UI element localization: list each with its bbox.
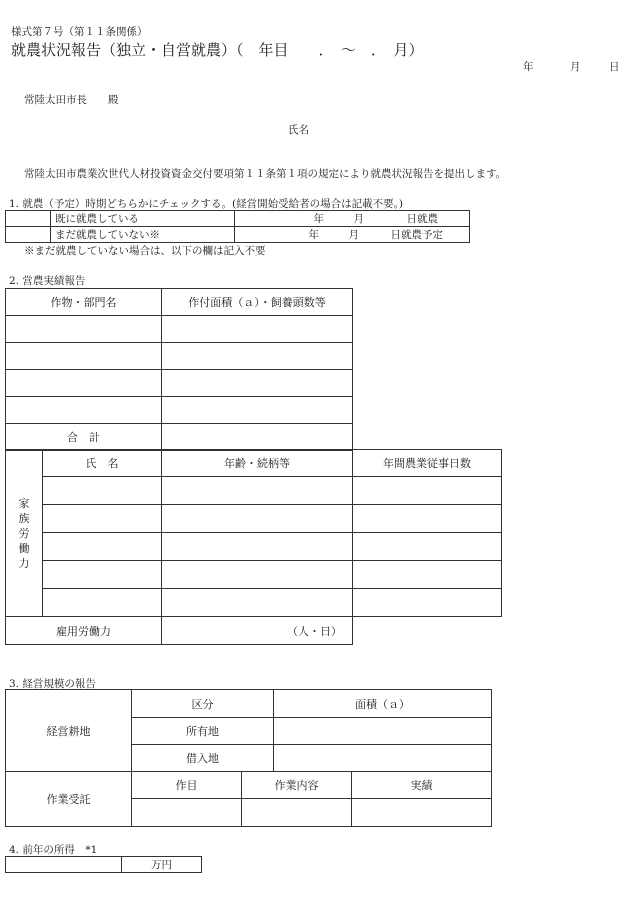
crop-cell[interactable] (6, 370, 162, 397)
name-label: 氏名 (288, 124, 309, 136)
hired-labor-row (6, 617, 353, 645)
section3-heading: 3. 経営規模の報告 (9, 678, 96, 690)
farmland-table (5, 689, 492, 772)
area-cell[interactable] (162, 397, 353, 424)
farming-start-row (6, 211, 470, 227)
total-row (6, 424, 353, 451)
not-yet-farming-date[interactable] (235, 227, 470, 243)
family-header-row (6, 450, 502, 477)
farmland-header-row (6, 690, 492, 718)
farming-start-table (5, 210, 470, 243)
intro-text: 常陸太田市農業次世代人材投資資金交付要項第１１条第１項の規定により就農状況報告を提出します。 (24, 168, 507, 180)
family-labor-label: 家族労働力 (18, 496, 30, 570)
col-item-header: 作目 (132, 772, 242, 799)
days-cell[interactable] (353, 561, 502, 589)
table-row (6, 561, 502, 589)
table-row (6, 533, 502, 561)
not-yet-farming-label: まだ就農していない※ (51, 227, 235, 243)
contract-work-table (5, 771, 492, 827)
income-row (6, 857, 202, 873)
crop-header-row (6, 289, 353, 316)
crop-cell[interactable] (6, 397, 162, 424)
income-table (5, 856, 202, 873)
days-cell[interactable] (353, 589, 502, 617)
date-day-label: 日 (609, 61, 620, 73)
farming-start-row (6, 227, 470, 243)
table-row (6, 397, 353, 424)
col-category-header: 区分 (132, 690, 274, 718)
total-value-cell[interactable] (162, 424, 353, 451)
family-labor-table (5, 449, 502, 617)
checkbox-already-farming[interactable] (6, 211, 51, 227)
age-cell[interactable] (162, 477, 353, 505)
table-row (6, 343, 353, 370)
already-farming-label: 既に就農している (51, 211, 235, 227)
days-cell[interactable] (353, 505, 502, 533)
leased-land-area-cell[interactable] (274, 745, 492, 772)
crop-table (5, 288, 353, 451)
leased-land-label: 借入地 (132, 745, 274, 772)
name-cell[interactable] (43, 533, 162, 561)
date-suffix: 日就農予定 (390, 229, 443, 241)
age-cell[interactable] (162, 589, 353, 617)
section2-heading: 2. 営農実績報告 (9, 275, 86, 287)
table-row (6, 477, 502, 505)
col-result-header: 実績 (352, 772, 492, 799)
income-value-cell[interactable] (6, 857, 122, 873)
farmland-label: 経営耕地 (6, 690, 132, 772)
table-row (6, 589, 502, 617)
hired-labor-label: 雇用労働力 (6, 617, 162, 645)
checkbox-not-yet-farming[interactable] (6, 227, 51, 243)
family-labor-label-cell (6, 450, 43, 617)
hired-labor-unit[interactable]: （人・日） (162, 617, 353, 645)
age-cell[interactable] (162, 561, 353, 589)
date-month-label: 月 (570, 61, 581, 73)
item-cell[interactable] (132, 799, 242, 827)
date-year-label: 年 (523, 61, 534, 73)
col-name-header: 氏 名 (43, 450, 162, 477)
date-month: 月 (348, 229, 359, 241)
col-area-header: 作付面積（ａ）・飼養頭数等 (162, 289, 353, 316)
age-cell[interactable] (162, 533, 353, 561)
days-cell[interactable] (353, 477, 502, 505)
page-title: 就農状況報告（独立・自営就農）（ 年目 ． ～ ． 月） (11, 41, 424, 59)
total-label: 合 計 (6, 424, 162, 451)
already-farming-date[interactable] (235, 211, 470, 227)
work-cell[interactable] (242, 799, 352, 827)
col-days-header: 年間農業従事日数 (353, 450, 502, 477)
hired-labor-table (5, 616, 353, 645)
owned-land-label: 所有地 (132, 718, 274, 745)
area-cell[interactable] (162, 370, 353, 397)
days-cell[interactable] (353, 533, 502, 561)
col-age-header: 年齢・続柄等 (162, 450, 353, 477)
section1-heading: 1. 就農（予定）時期どちらかにチェックする。(経営開始受給者の場合は記載不要。) (9, 198, 403, 210)
name-cell[interactable] (43, 561, 162, 589)
crop-cell[interactable] (6, 316, 162, 343)
table-row (6, 316, 353, 343)
result-cell[interactable] (352, 799, 492, 827)
addressee: 常陸太田市長 殿 (24, 94, 119, 106)
date-suffix: 日就農 (406, 213, 438, 225)
form-number: 様式第７号（第１１条関係） (11, 26, 148, 38)
table-row (6, 370, 353, 397)
col-area-header: 面積（ａ） (274, 690, 492, 718)
table-row (6, 505, 502, 533)
income-unit: 万円 (122, 857, 202, 873)
contract-work-label: 作業受託 (6, 772, 132, 827)
date-year: 年 (308, 229, 319, 241)
area-cell[interactable] (162, 343, 353, 370)
contract-header-row (6, 772, 492, 799)
col-work-header: 作業内容 (242, 772, 352, 799)
col-crop-header: 作物・部門名 (6, 289, 162, 316)
date-year: 年 (313, 213, 324, 225)
name-cell[interactable] (43, 505, 162, 533)
area-cell[interactable] (162, 316, 353, 343)
name-cell[interactable] (43, 477, 162, 505)
section4-heading: 4. 前年の所得 *1 (9, 844, 98, 856)
crop-cell[interactable] (6, 343, 162, 370)
owned-land-area-cell[interactable] (274, 718, 492, 745)
age-cell[interactable] (162, 505, 353, 533)
section1-note: ※まだ就農していない場合は、以下の欄は記入不要 (24, 245, 266, 257)
name-cell[interactable] (43, 589, 162, 617)
date-month: 月 (353, 213, 364, 225)
